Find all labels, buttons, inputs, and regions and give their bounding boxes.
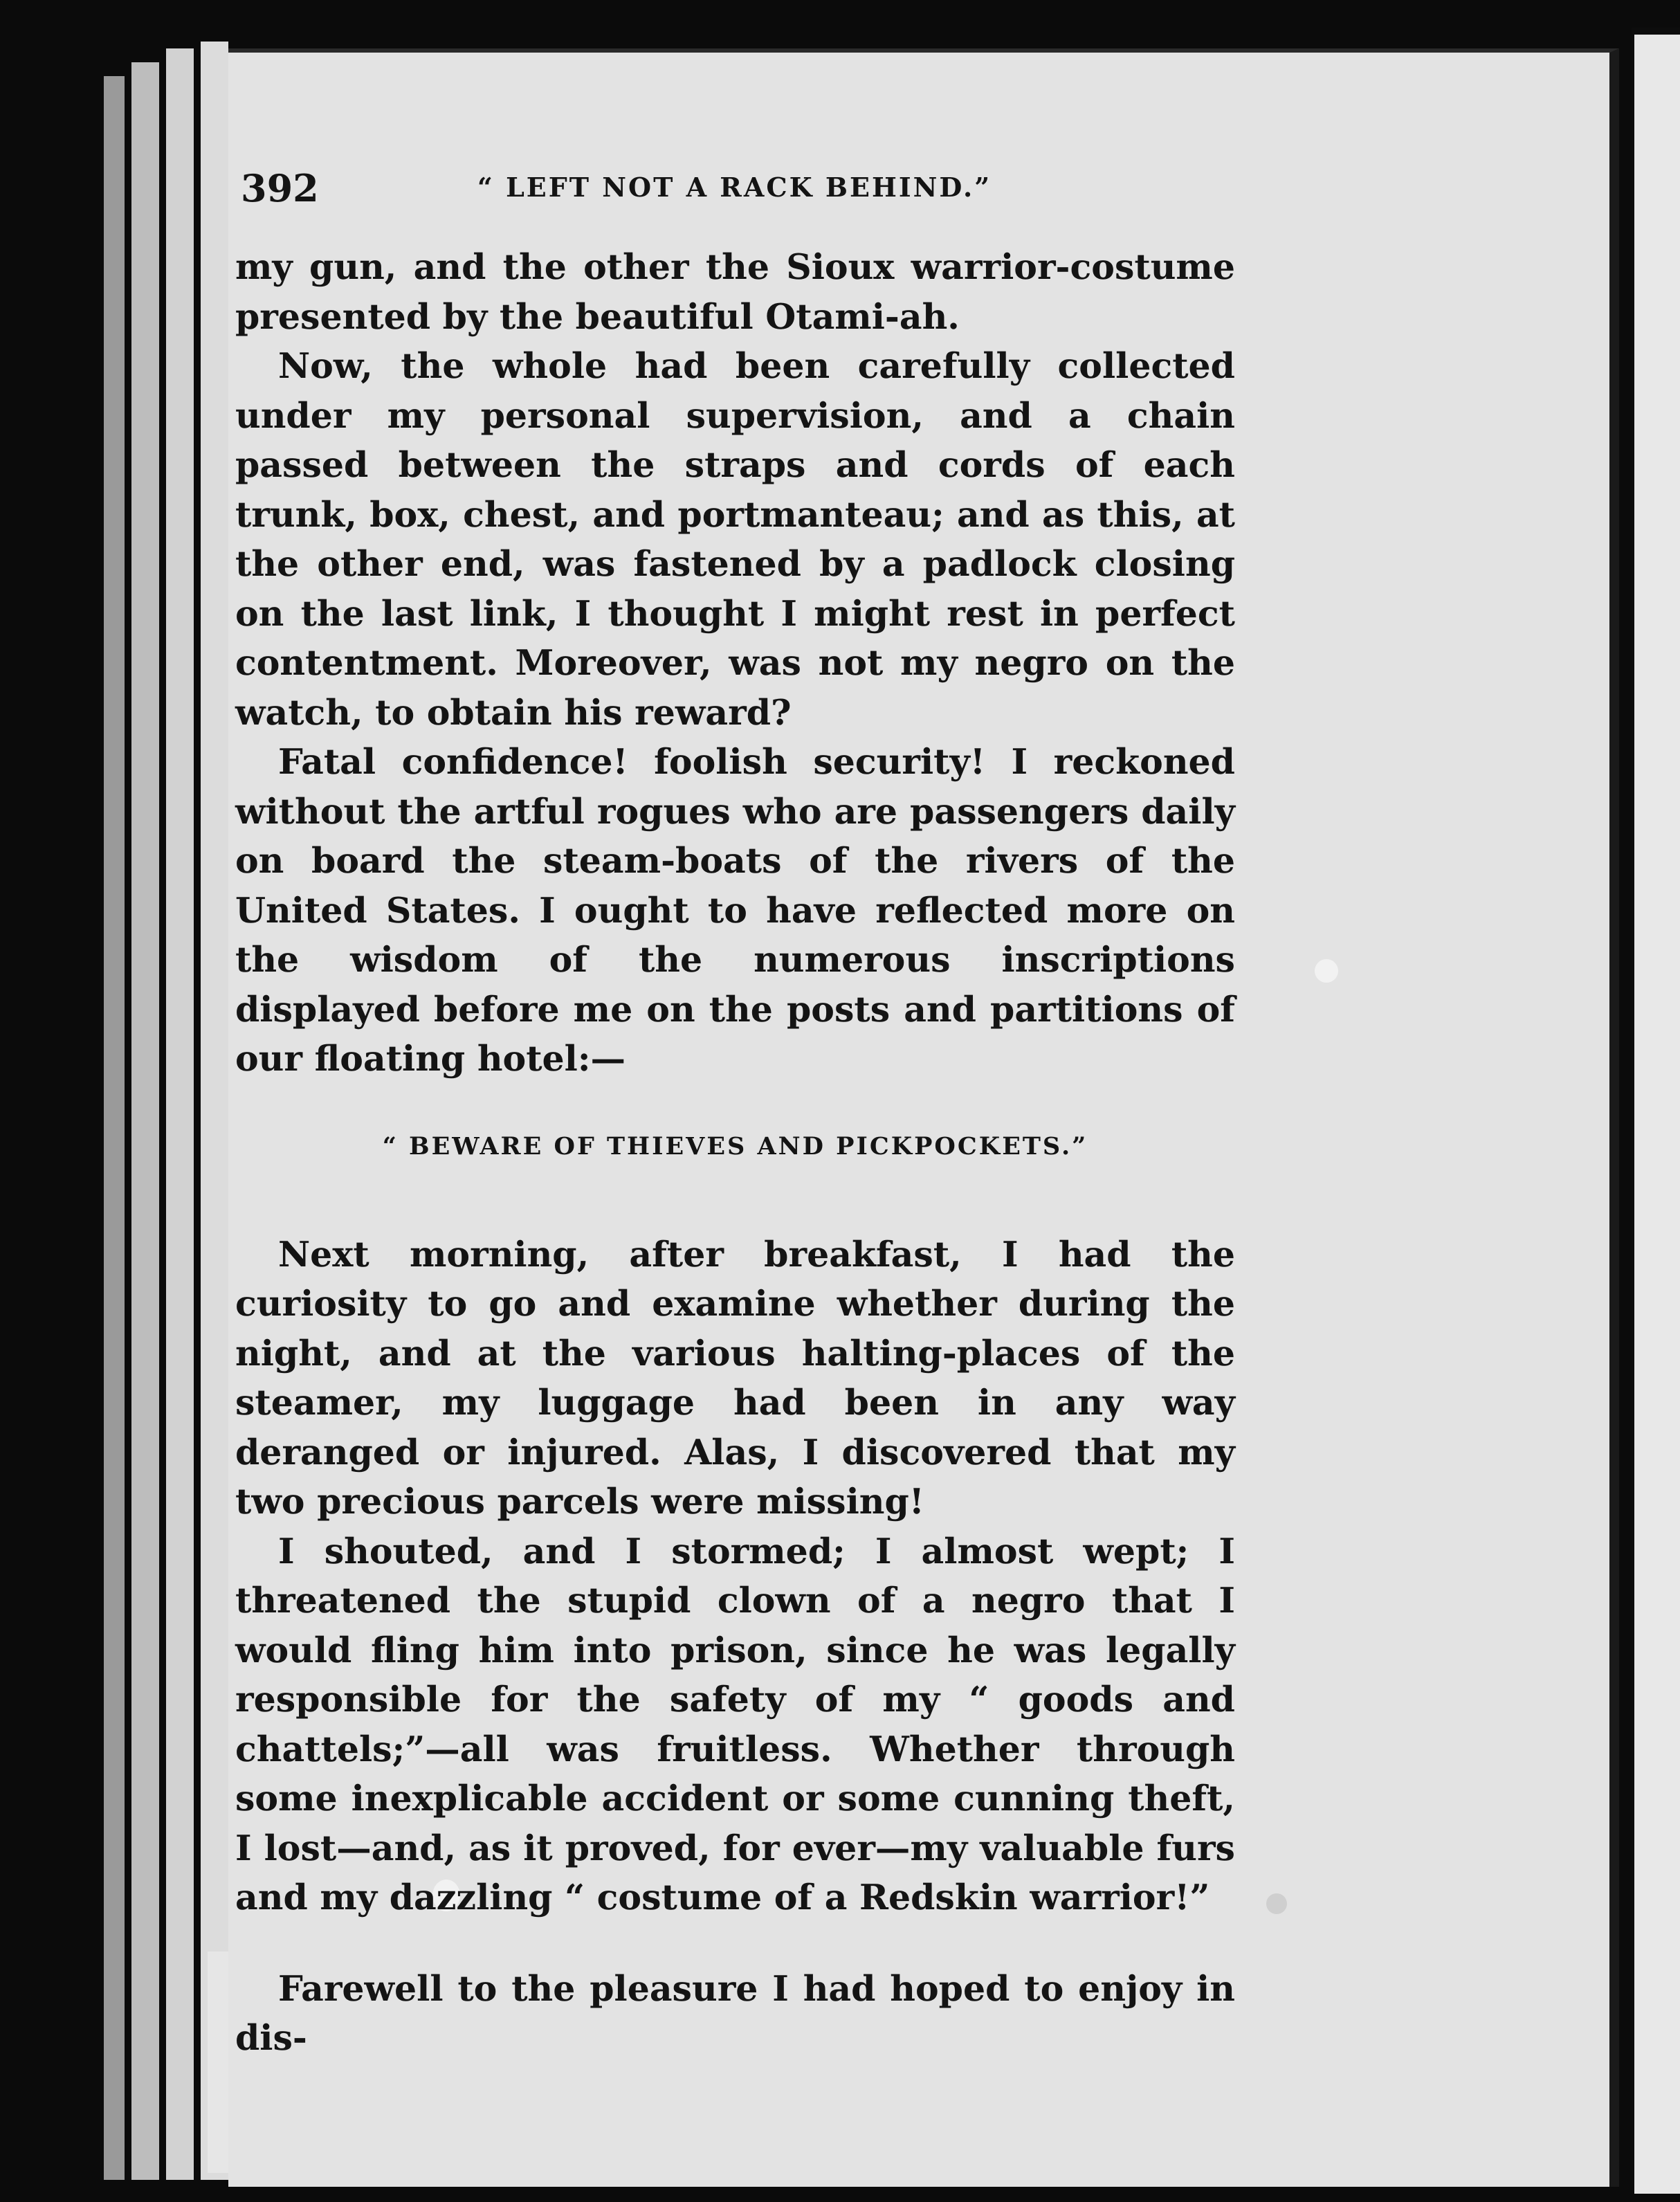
- page-edge: [131, 62, 159, 2180]
- page-header: [235, 166, 1235, 242]
- paper-spot: [1266, 1893, 1287, 1914]
- page-edge: [166, 48, 194, 2180]
- paragraph: I shouted, and I stormed; I almost wept; I threatened the stupid clown of a negro that I would fling him into prison, since he was legally responsible for the safety of my “ goods and chattels;”—all was fruitless. Whether through some inexplicable accident or some cunning theft, I lost—and, as it proved, for ever—my valuable furs and my dazzling “ costume of a Redskin warrior!”: [235, 1530, 1235, 1918]
- spacer: [235, 1922, 1235, 1964]
- page-edge: [104, 76, 125, 2180]
- paragraph: my gun, and the other the Sioux warrior-costume presented by the beautiful Otami-ah.: [235, 246, 1235, 337]
- paragraph: Fatal confidence! foolish security! I reckoned without the artful rogues who are passengers daily on board the steam-boats of the rivers of the United States. I ought to have reflected more on the wisdom of the numerous inscriptions displayed before me on the posts and partitions of our floating hotel:—: [235, 741, 1235, 1079]
- paragraph: Next morning, after breakfast, I had the curiosity to go and examine whether during the night, and at the various halting-places of the steamer, my luggage had been in any way deranged or injured. Alas, I discovered that my two precious parcels were missing!: [235, 1233, 1235, 1522]
- paper-spot: [1315, 959, 1338, 983]
- paragraph: Now, the whole had been carefully collected under my personal supervision, and a chain passed between the straps and cords of each trunk, box, chest, and portmanteau; and as this, at the other end, was fastened by a padlock closing on the last link, I thought I might rest in perfect contentment. Moreover, was not my negro on the watch, to obtain his reward?: [235, 345, 1235, 733]
- paragraph: Farewell to the pleasure I had hoped to enjoy in dis-: [235, 1967, 1235, 2058]
- page-edge: [201, 42, 228, 2180]
- facing-page-edge: [1634, 35, 1680, 2194]
- page-content: [235, 166, 1235, 2063]
- notice-heading: “ BEWARE OF THIEVES AND PICKPOCKETS.”: [382, 1131, 1088, 1161]
- page-number: 392: [241, 166, 319, 210]
- running-head: “ LEFT NOT A RACK BEHIND.”: [477, 172, 992, 203]
